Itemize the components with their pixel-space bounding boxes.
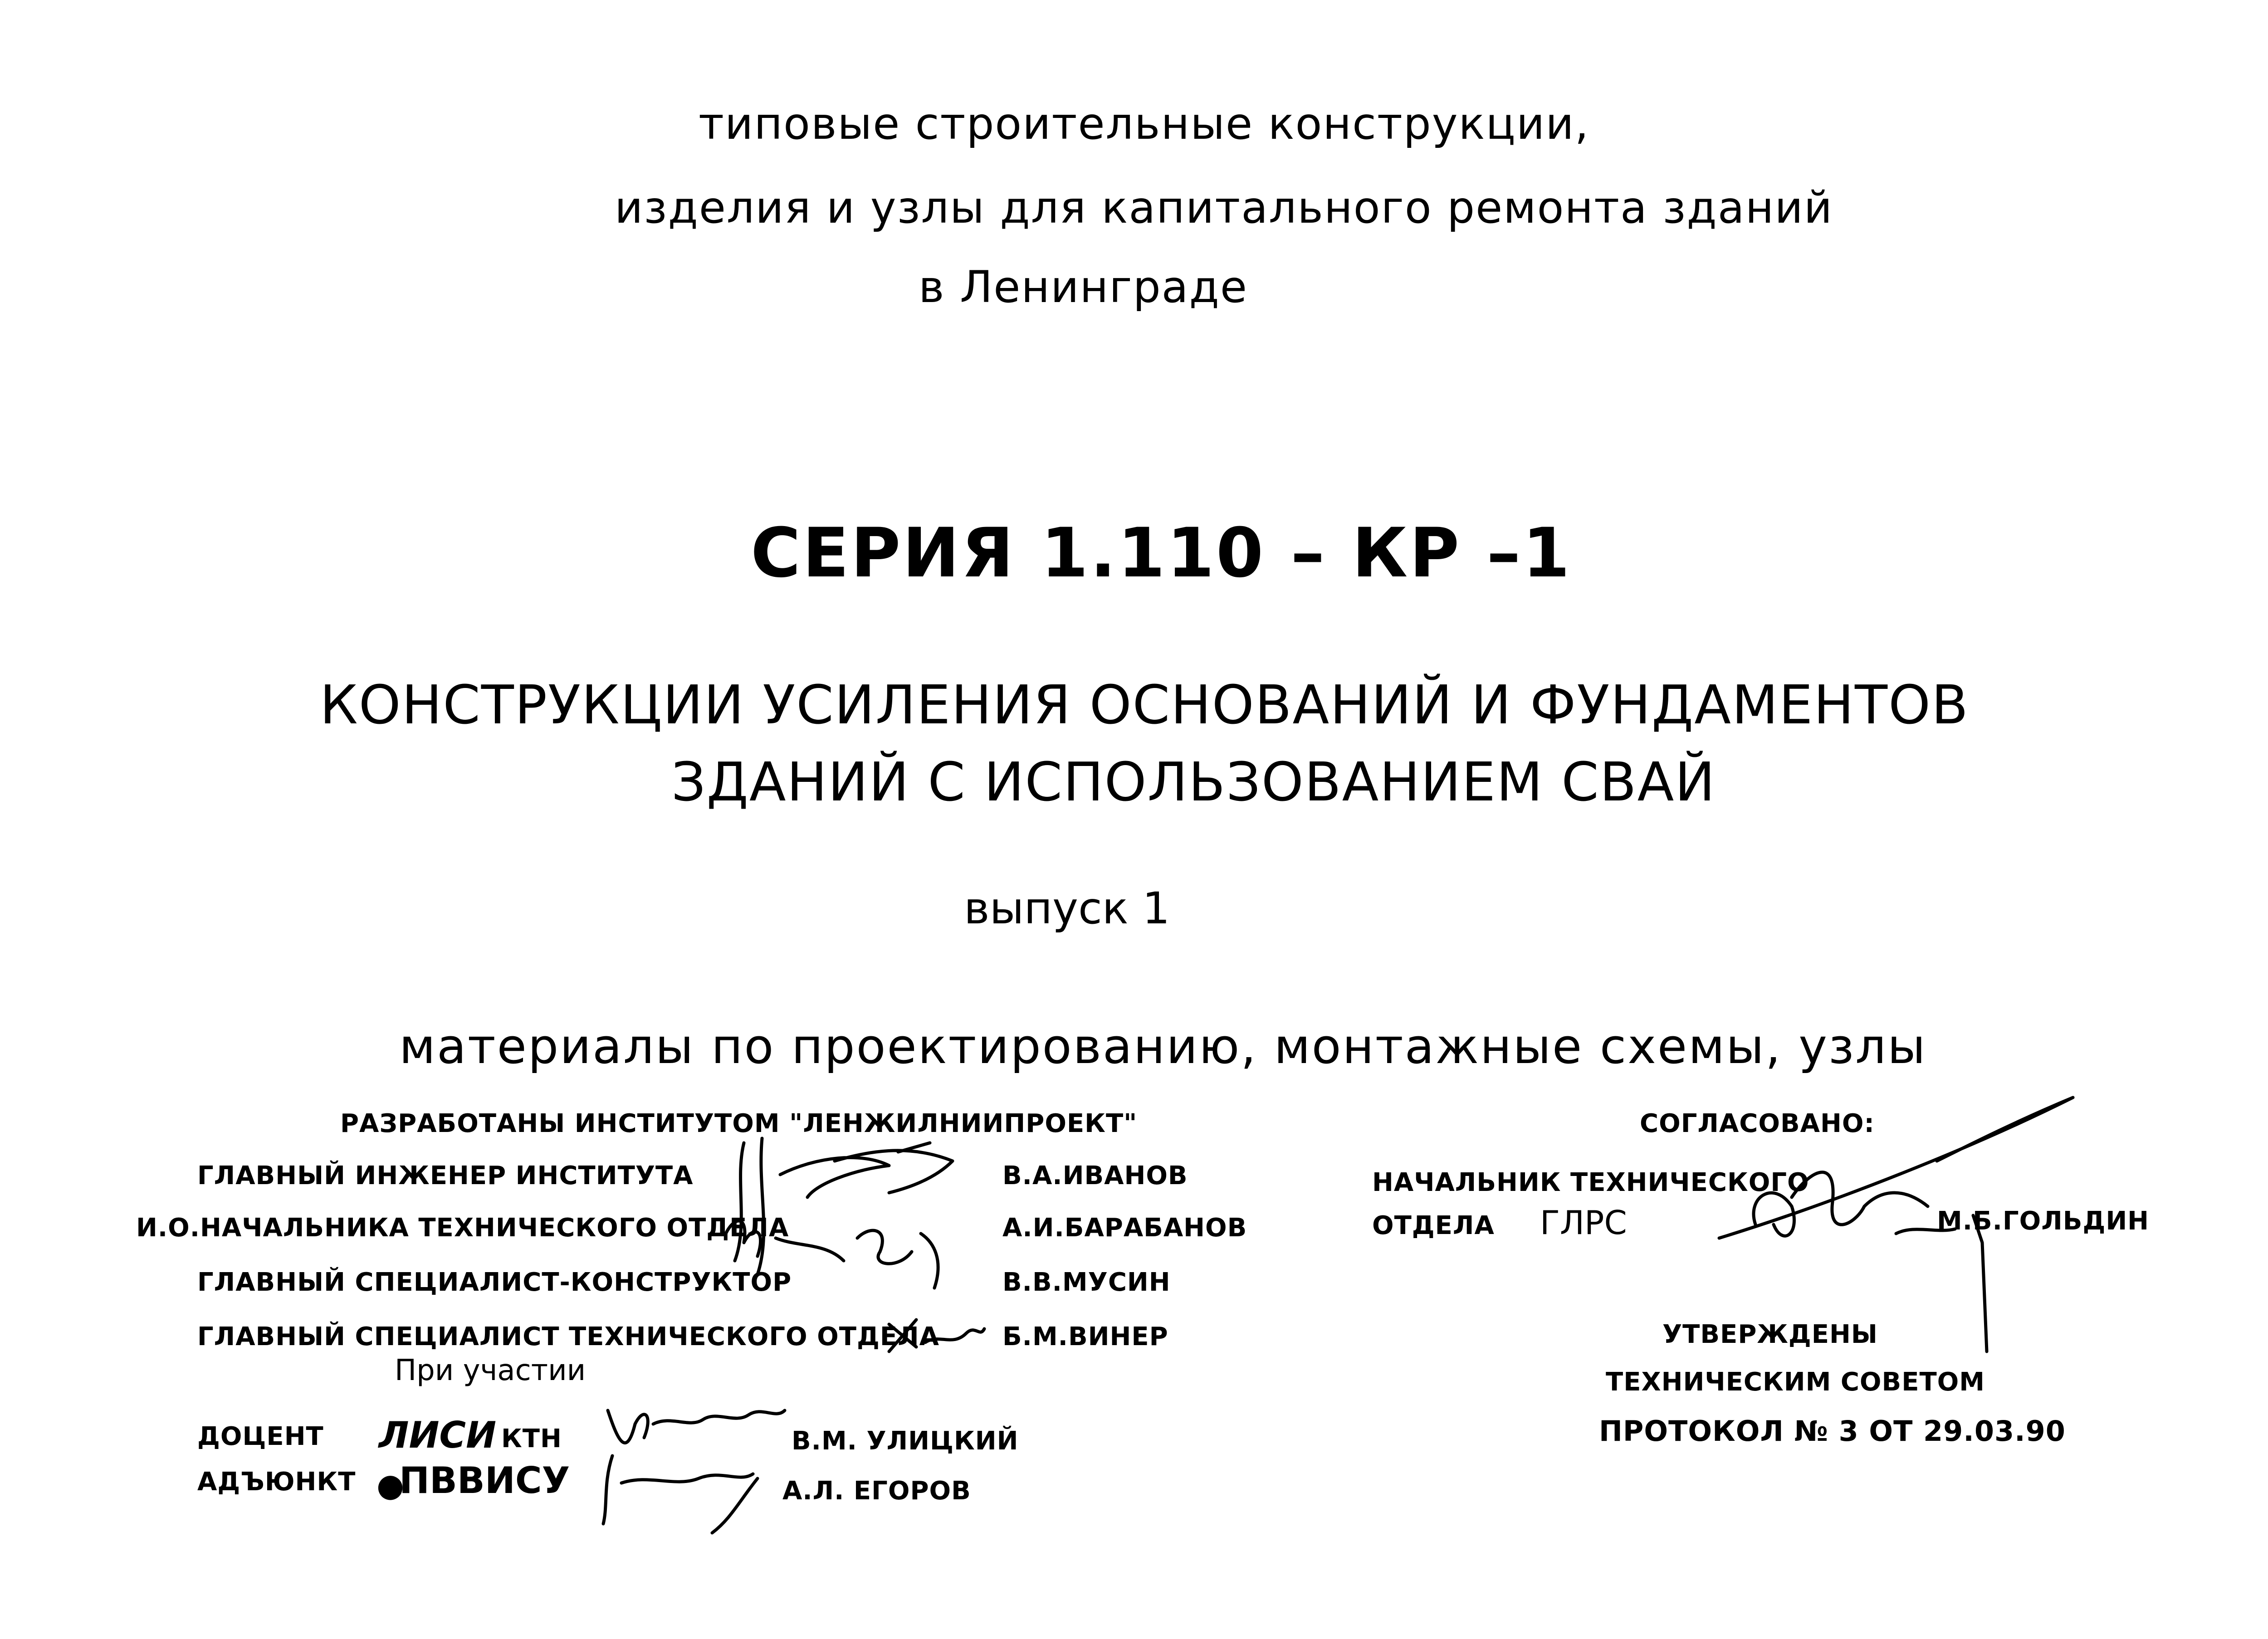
approved-protocol: ПРОТОКОЛ № 3 ОТ 29.03.90 [1599, 1415, 2066, 1448]
staff-name-1: В.А.ИВАНОВ [1002, 1161, 1188, 1190]
signature-barabanov [708, 1197, 953, 1315]
staff-position-1: ГЛАВНЫЙ ИНЖЕНЕР ИНСТИТУТА [197, 1161, 694, 1190]
staff-position-2: И.О.НАЧАЛЬНИКА ТЕХНИЧЕСКОГО ОТДЕЛА [136, 1213, 789, 1243]
series-title: СЕРИЯ 1.110 – КР –1 [751, 514, 1572, 593]
subject-line-2: ЗДАНИЙ С ИСПОЛЬЗОВАНИЕМ СВАЙ [671, 751, 1716, 813]
header-line-2: изделия и узлы для капитального ремонта зданий [615, 182, 1833, 233]
participant-org-1: ЛИСИ [379, 1414, 497, 1456]
participant-name-1: В.М. УЛИЦКИЙ [792, 1426, 1019, 1456]
signature-viner [880, 1306, 989, 1361]
subject-line-1: КОНСТРУКЦИИ УСИЛЕНИЯ ОСНОВАНИЙ И ФУНДАМЕНТОВ [320, 673, 1969, 736]
staff-position-3: ГЛАВНЫЙ СПЕЦИАЛИСТ-КОНСТРУКТОР [197, 1268, 792, 1297]
staff-name-3: В.В.МУСИН [1002, 1268, 1171, 1297]
issue-number: выпуск 1 [964, 883, 1170, 934]
approval-name: М.Б.ГОЛЬДИН [1937, 1206, 2150, 1236]
participant-title-1: ДОЦЕНТ [197, 1422, 324, 1451]
materials-line: материалы по проектированию, монтажные схемы, узлы [399, 1019, 1927, 1074]
participant-name-2: А.Л. ЕГОРОВ [782, 1476, 971, 1506]
approval-label: СОГЛАСОВАНО: [1640, 1109, 1875, 1138]
header-line-1: типовые строительные конструкции, [699, 98, 1590, 149]
staff-position-4: ГЛАВНЫЙ СПЕЦИАЛИСТ ТЕХНИЧЕСКОГО ОТДЕЛА [197, 1322, 939, 1351]
header-line-3: в Ленинграде [919, 262, 1248, 312]
participation-label: При участии [395, 1354, 586, 1387]
signature-goldin [1701, 1088, 2109, 1351]
signature-egorov [594, 1447, 803, 1537]
approved-line-2: ТЕХНИЧЕСКИМ СОВЕТОМ [1606, 1367, 1985, 1397]
participant-org-2: ПВВИСУ [399, 1459, 570, 1502]
staff-name-4: Б.М.ВИНЕР [1002, 1322, 1168, 1351]
developed-by: РАЗРАБОТАНЫ ИНСТИТУТОМ "ЛЕНЖИЛНИИПРОЕКТ" [340, 1109, 1138, 1138]
approval-org: ГЛРС [1540, 1204, 1627, 1242]
staff-name-2: А.И.БАРАБАНОВ [1002, 1213, 1247, 1243]
bullet-dot: ● [376, 1467, 405, 1504]
participant-degree-1: КТН [501, 1424, 562, 1454]
approval-position-2: ОТДЕЛА [1372, 1211, 1495, 1240]
approval-position-1: НАЧАЛЬНИК ТЕХНИЧЕСКОГО [1372, 1168, 1809, 1197]
participant-title-2: АДЪЮНКТ [197, 1467, 356, 1497]
approved-line-1: УТВЕРЖДЕНЫ [1662, 1320, 1878, 1349]
